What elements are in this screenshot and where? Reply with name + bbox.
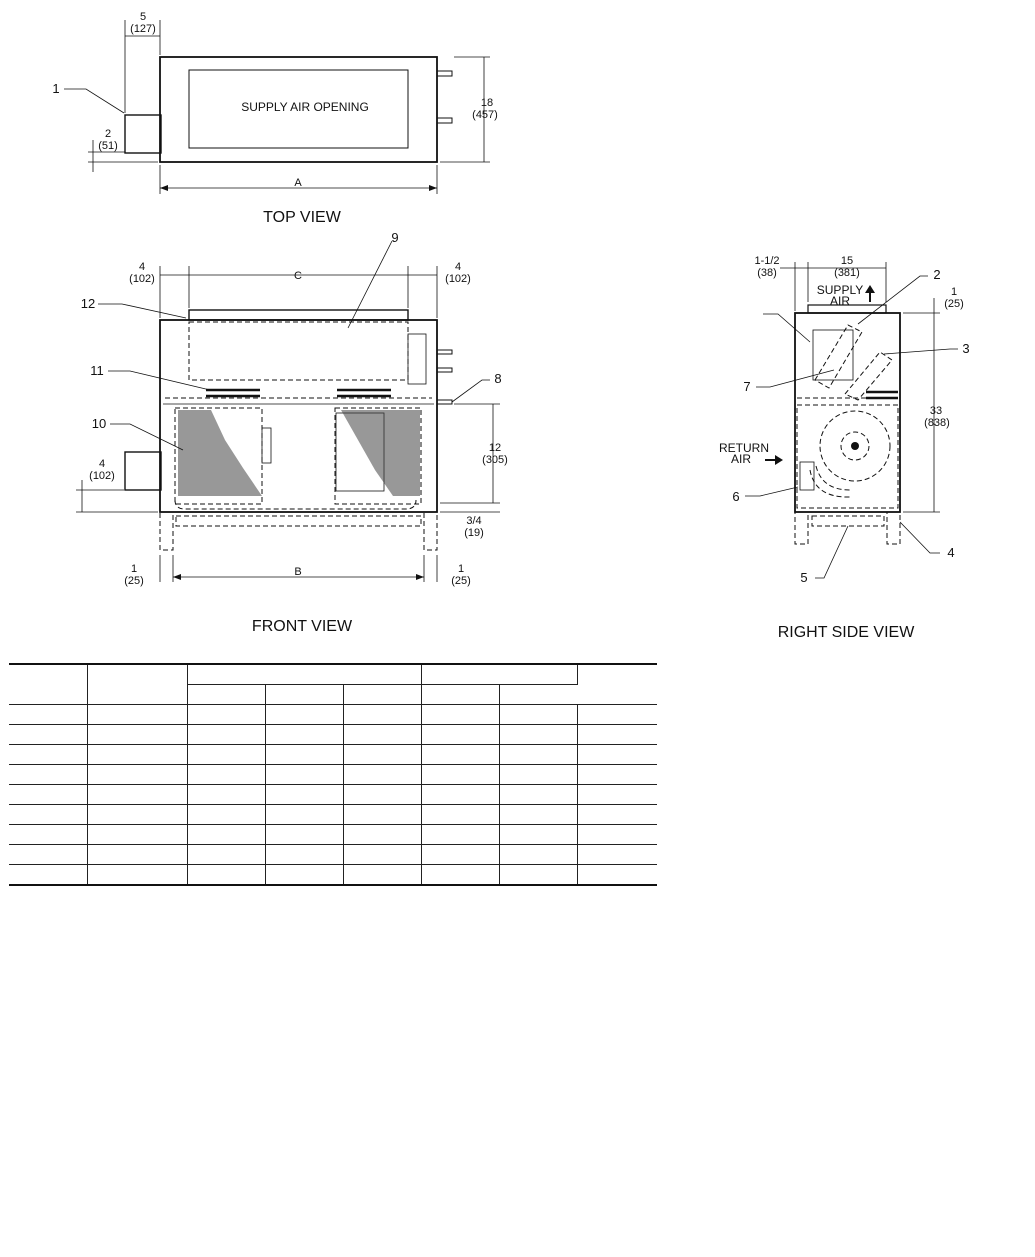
dim-4-left-mm: (102) (129, 273, 155, 285)
dim-4-right-mm: (102) (445, 273, 471, 285)
dim-18-mm: (457) (472, 109, 498, 121)
table-header-row-1 (9, 664, 657, 685)
dim-1-left: 1 (130, 563, 138, 575)
callout-10: 10 (91, 416, 107, 431)
table-header-cell (577, 664, 657, 705)
dim-12: 12 (488, 442, 502, 454)
callout-11: 11 (90, 363, 104, 378)
return-air-label-2: AIR (730, 452, 752, 466)
dim-1-1-2-mm: (38) (757, 267, 777, 279)
dim-A: A (294, 177, 302, 189)
dim-1-side-mm: (25) (944, 298, 964, 310)
side-view-cabinet (795, 313, 900, 512)
coil-a (815, 325, 862, 388)
front-return-collar (125, 452, 161, 490)
dim-4-right: 4 (454, 261, 462, 273)
table-header-cell (265, 685, 343, 705)
front-leg-right (424, 512, 437, 550)
supply-air-opening-label: SUPPLY AIR OPENING (241, 100, 369, 114)
table-row (9, 825, 657, 845)
table-row (9, 765, 657, 785)
dim-15-mm: (381) (834, 267, 860, 279)
callout-2: 2 (933, 267, 941, 282)
return-air-label-1: RETURN (719, 441, 769, 455)
table-header-cell (187, 664, 421, 685)
table-row (9, 725, 657, 745)
supply-arrow-icon (865, 285, 875, 293)
pipe-stub-upper (437, 71, 452, 76)
table-row (9, 745, 657, 765)
return-arrow-icon (775, 455, 783, 465)
side-view-title: RIGHT SIDE VIEW (777, 624, 915, 641)
dim-1-side: 1 (950, 286, 958, 298)
callout-4: 4 (947, 545, 955, 560)
table-header-cell (343, 685, 421, 705)
base-rail (176, 516, 421, 526)
dim-4-bottom-mm: (102) (89, 470, 115, 482)
table-header-cell (421, 685, 499, 705)
callout-9: 9 (391, 230, 399, 245)
dim-1-left-mm: (25) (124, 575, 144, 587)
dim-1-1-2: 1-1/2 (754, 255, 780, 267)
dim-5: 5 (139, 11, 147, 23)
table-row (9, 705, 657, 725)
table-header-cell (87, 664, 187, 705)
return-duct-collar (125, 115, 161, 153)
table-row (9, 865, 657, 886)
filter-hatch-right (341, 410, 420, 496)
front-view (76, 230, 508, 635)
table-header-cell (187, 685, 265, 705)
dim-3-4: 3/4 (466, 515, 482, 527)
pipe-stub-lower (437, 118, 452, 123)
dim-33: 33 (929, 405, 943, 417)
pipe-stub-front-3 (437, 400, 452, 404)
dim-33-mm: (838) (924, 417, 950, 429)
dim-15: 15 (840, 255, 854, 267)
dim-2-mm: (51) (98, 140, 118, 152)
top-view-title: TOP VIEW (263, 209, 341, 226)
callout-1: 1 (52, 81, 60, 96)
callout-12: 12 (80, 296, 96, 311)
callout-5: 5 (800, 570, 808, 585)
table-row (9, 805, 657, 825)
callout-7: 7 (743, 379, 751, 394)
side-leg-right (887, 512, 900, 544)
callout-6: 6 (732, 489, 740, 504)
table-row (9, 845, 657, 865)
dim-1-right-mm: (25) (451, 575, 471, 587)
dim-C: C (294, 270, 302, 282)
supply-air-label-2: AIR (829, 294, 851, 308)
front-leg-left (160, 512, 173, 550)
front-view-title: FRONT VIEW (251, 618, 353, 635)
pipe-stub-front-2 (437, 368, 452, 372)
filter-hatch-left (178, 410, 262, 496)
dim-5-mm: (127) (130, 23, 156, 35)
side-leg-left (795, 512, 808, 544)
supply-air-label-1: SUPPLY (816, 283, 864, 297)
top-view (52, 11, 497, 226)
dimension-table (9, 663, 657, 886)
table-row (9, 785, 657, 805)
right-side-view (719, 255, 970, 641)
dim-B: B (294, 566, 302, 578)
dim-18: 18 (480, 97, 494, 109)
callout-3: 3 (962, 341, 970, 356)
plenum-section (189, 322, 408, 380)
table-header-cell (421, 664, 577, 685)
table-header-cell (499, 685, 577, 705)
callout-8: 8 (494, 371, 502, 386)
table-header-cell (9, 664, 87, 705)
supply-collar (189, 310, 408, 320)
dim-3-4-mm: (19) (464, 527, 484, 539)
dim-2: 2 (104, 128, 112, 140)
dim-4-left: 4 (138, 261, 146, 273)
motor-box (262, 428, 271, 463)
pipe-stub-front-1 (437, 350, 452, 354)
dim-1-right: 1 (457, 563, 465, 575)
dim-4-bottom: 4 (98, 458, 106, 470)
dim-12-mm: (305) (482, 454, 508, 466)
